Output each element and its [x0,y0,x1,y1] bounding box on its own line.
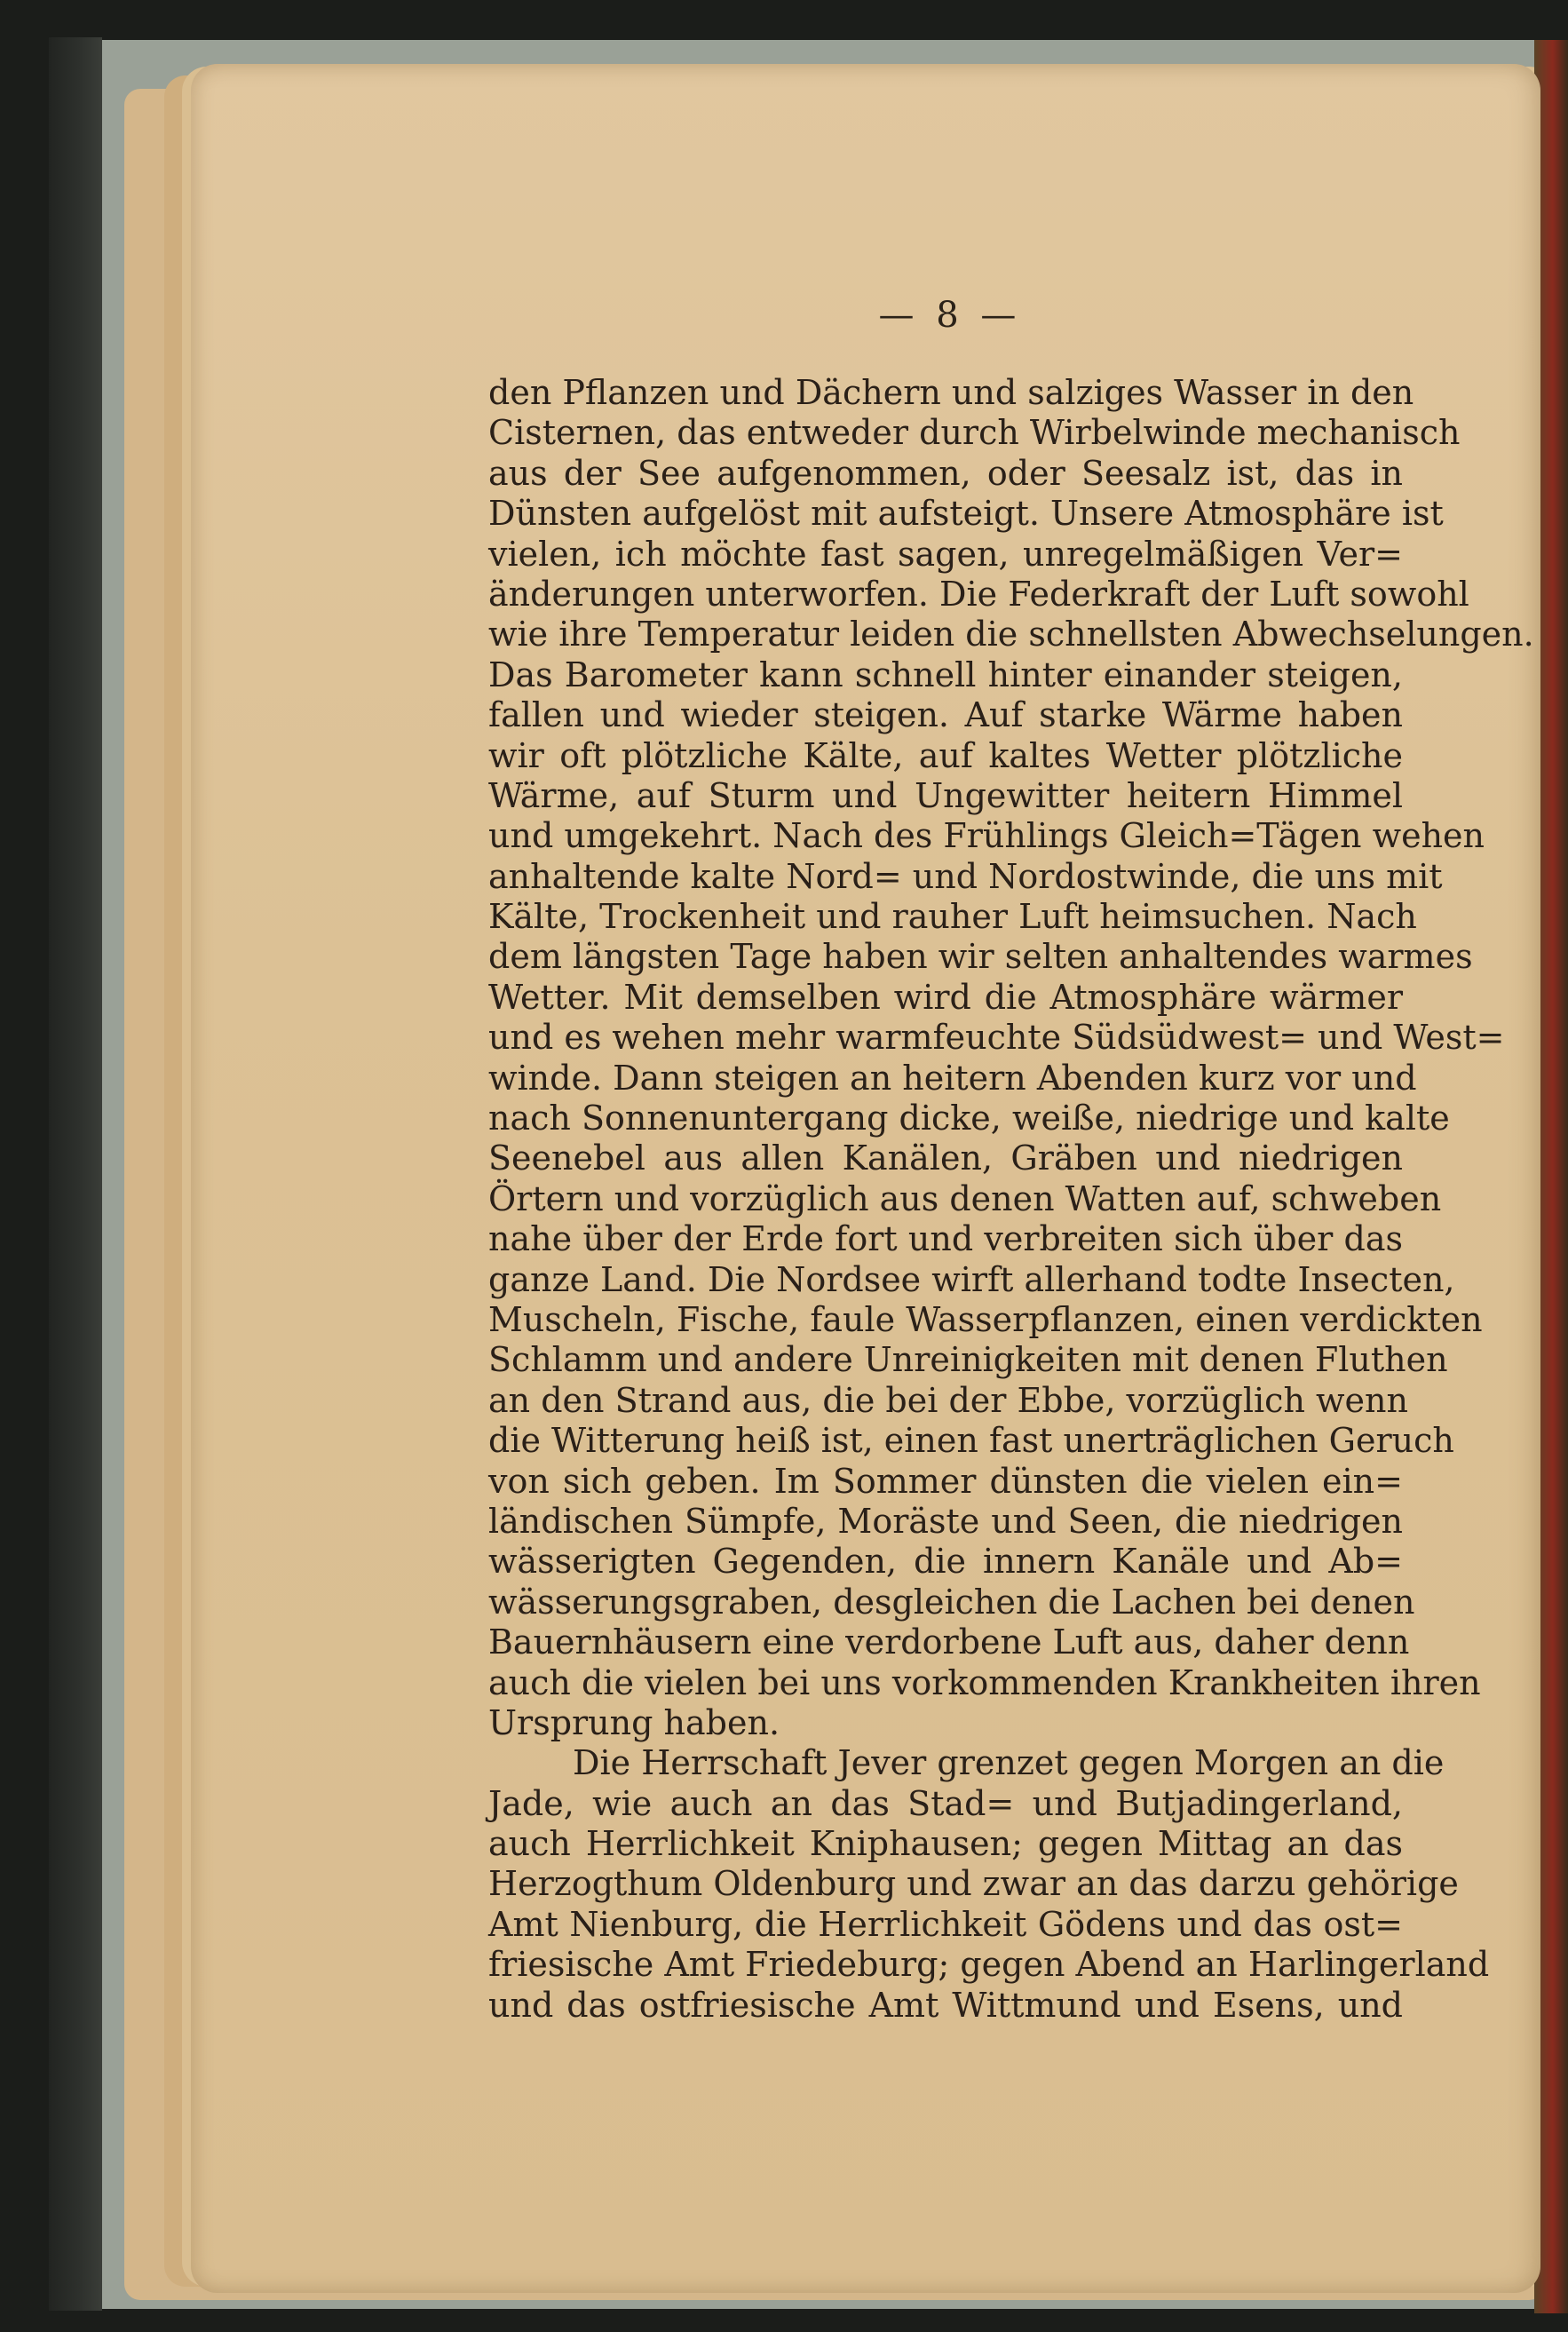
text-line: Kälte, Trockenheit und rauher Luft heimsuchen. Nach [488,897,1417,937]
text-line: dem längsten Tage haben wir selten anhaltendes warmes [488,937,1473,977]
text-line: Wetter. Mit demselben wird die Atmosphäre wärmer [488,977,1403,1017]
text-line: Cisternen, das entweder durch Wirbelwinde mechanisch [488,413,1461,453]
text-line: von sich geben. Im Sommer dünsten die vielen ein= [488,1461,1403,1501]
text-line: Wärme, auf Sturm und Ungewitter heitern Himmel [488,775,1403,815]
text-line: Ursprung haben. [488,1702,780,1742]
text-line: friesische Amt Friedeburg; gegen Abend an Harlingerland [488,1945,1490,1985]
text-line: wir oft plötzliche Kälte, auf kaltes Wetter plötzliche [488,735,1403,775]
text-line: Die Herrschaft Jever grenzet gegen Morgen an die [573,1743,1445,1783]
text-line: fallen und wieder steigen. Auf starke Wärme haben [488,695,1403,735]
text-line: Bauernhäusern eine verdorbene Luft aus, daher denn [488,1622,1410,1662]
text-line: nahe über der Erde fort und verbreiten sich über das [488,1219,1403,1259]
page-number: — 8 — [878,295,1022,336]
text-line: ganze Land. Die Nordsee wirft allerhand todte Insecten, [488,1259,1455,1299]
text-line: die Witterung heiß ist, einen fast unerträglichen Geruch [488,1421,1454,1461]
text-line: nach Sonnenuntergang dicke, weiße, niedrige und kalte [488,1099,1450,1138]
text-line: Schlamm und andere Unreinigkeiten mit denen Fluthen [488,1340,1448,1380]
text-line: wässerigten Gegenden, die innern Kanäle und Ab= [488,1542,1403,1582]
text-line: winde. Dann steigen an heitern Abenden kurz vor und [488,1058,1417,1098]
text-line: wässerungsgraben, desgleichen die Lachen bei denen [488,1582,1415,1622]
text-line: und es wehen mehr warmfeuchte Südsüdwest= und West= [488,1018,1505,1058]
text-line: vielen, ich möchte fast sagen, unregelmäßigen Ver= [488,534,1403,574]
text-line: Jade, wie auch an das Stad= und Butjadingerland, [488,1783,1403,1823]
text-line: änderungen unterworfen. Die Federkraft der Luft sowohl [488,574,1469,614]
text-line: Herzogthum Oldenburg und zwar an das darzu gehörige [488,1864,1459,1904]
text-line: an den Strand aus, die bei der Ebbe, vorzüglich wenn [488,1380,1408,1420]
text-line: wie ihre Temperatur leiden die schnellsten Abwechselungen. [488,615,1534,654]
text-line: Das Barometer kann schnell hinter einander steigen, [488,654,1403,694]
book-spine [49,37,102,2311]
page-text [488,373,1534,2026]
text-line: Dünsten aufgelöst mit aufsteigt. Unsere Atmosphäre ist [488,494,1444,534]
text-line: den Pflanzen und Dächern und salziges Wasser in den [488,373,1414,412]
text-line: und umgekehrt. Nach des Frühlings Gleich=Tägen wehen [488,816,1485,856]
text-line: auch die vielen bei uns vorkommenden Krankheiten ihren [488,1662,1481,1702]
text-line: Örtern und vorzüglich aus denen Watten auf, schweben [488,1178,1442,1218]
text-line: und das ostfriesische Amt Wittmund und Esens, und [488,1985,1403,2025]
text-line: aus der See aufgenommen, oder Seesalz ist, das in [488,453,1403,493]
text-line: ländischen Sümpfe, Moräste und Seen, die niedrigen [488,1501,1403,1541]
text-line: auch Herrlichkeit Kniphausen; gegen Mittag an das [488,1824,1403,1864]
text-line: anhaltende kalte Nord= und Nordostwinde, die uns mit [488,856,1443,896]
text-line: Muscheln, Fische, faule Wasserpflanzen, einen verdickten [488,1299,1483,1339]
text-line: Seenebel aus allen Kanälen, Gräben und niedrigen [488,1138,1403,1178]
text-line: Amt Nienburg, die Herrlichkeit Gödens und das ost= [488,1904,1403,1944]
